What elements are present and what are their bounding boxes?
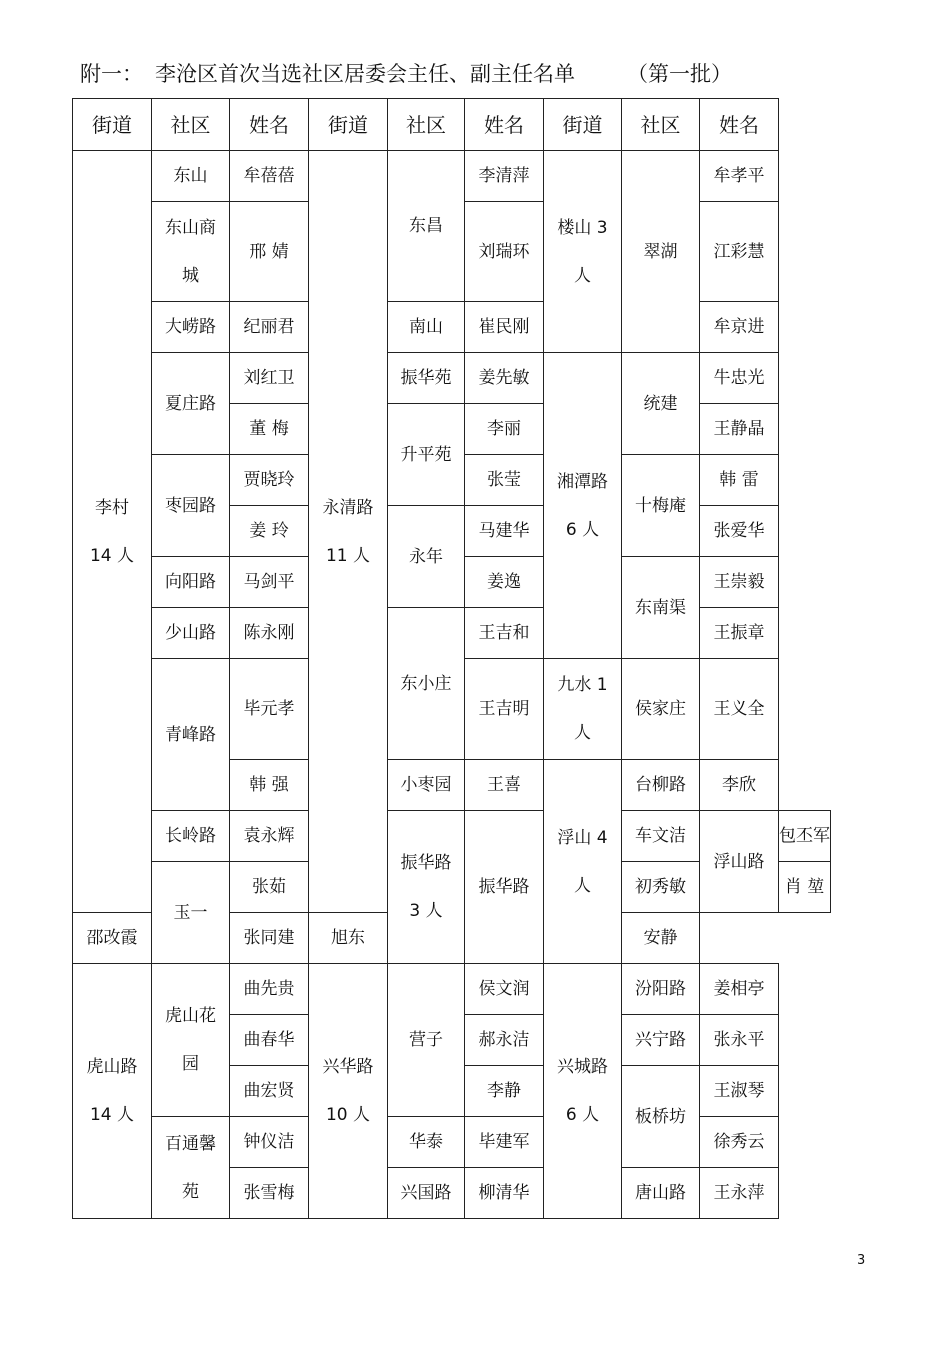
community-cell: 振华路 xyxy=(465,811,544,964)
community-cell: 侯家庄 xyxy=(622,659,700,760)
street-cell: 兴华路 10 人 xyxy=(309,964,388,1219)
community-cell: 振华苑 xyxy=(388,353,465,404)
community-cell: 虎山花 园 xyxy=(152,964,230,1117)
header-cell: 社区 xyxy=(152,99,230,151)
name-cell: 姜 玲 xyxy=(230,506,309,557)
community-cell: 东南渠 xyxy=(622,557,700,659)
name-cell: 李丽 xyxy=(465,404,544,455)
page-number: 3 xyxy=(857,1253,866,1268)
header-cell: 姓名 xyxy=(465,99,544,151)
community-cell: 营子 xyxy=(388,964,465,1117)
name-cell: 包丕军 xyxy=(779,811,831,862)
name-cell: 王义全 xyxy=(700,659,779,760)
name-cell: 安静 xyxy=(622,913,700,964)
community-cell: 汾阳路 xyxy=(622,964,700,1015)
name-cell: 韩 强 xyxy=(230,760,309,811)
name-cell: 张永平 xyxy=(700,1015,779,1066)
community-cell: 永年 xyxy=(388,506,465,608)
street-cell: 振华路 3 人 xyxy=(388,811,465,964)
name-cell: 贾晓玲 xyxy=(230,455,309,506)
header-cell: 姓名 xyxy=(230,99,309,151)
name-cell: 郝永洁 xyxy=(465,1015,544,1066)
name-cell: 邢 婧 xyxy=(230,202,309,302)
community-cell: 兴宁路 xyxy=(622,1015,700,1066)
name-cell: 江彩慧 xyxy=(700,202,779,302)
community-cell: 十梅庵 xyxy=(622,455,700,557)
community-cell: 小枣园 xyxy=(388,760,465,811)
name-cell: 曲先贵 xyxy=(230,964,309,1015)
community-cell: 大崂路 xyxy=(152,302,230,353)
name-cell: 董 梅 xyxy=(230,404,309,455)
name-cell: 崔民刚 xyxy=(465,302,544,353)
name-cell: 钟仪洁 xyxy=(230,1117,309,1168)
name-cell: 刘红卫 xyxy=(230,353,309,404)
name-cell: 曲春华 xyxy=(230,1015,309,1066)
community-cell: 南山 xyxy=(388,302,465,353)
street-cell: 楼山 3 人 xyxy=(544,151,622,353)
name-cell: 曲宏贤 xyxy=(230,1066,309,1117)
community-cell: 台柳路 xyxy=(622,760,700,811)
header-row xyxy=(73,99,831,151)
name-cell: 李清萍 xyxy=(465,151,544,202)
name-cell: 侯文润 xyxy=(465,964,544,1015)
community-cell: 青峰路 xyxy=(152,659,230,811)
name-cell: 车文洁 xyxy=(622,811,700,862)
community-cell: 少山路 xyxy=(152,608,230,659)
community-cell: 统建 xyxy=(622,353,700,455)
street-cell: 永清路 11 人 xyxy=(309,151,388,913)
community-cell: 东山 xyxy=(152,151,230,202)
name-cell: 王崇毅 xyxy=(700,557,779,608)
name-cell: 纪丽君 xyxy=(230,302,309,353)
name-cell: 徐秀云 xyxy=(700,1117,779,1168)
name-cell: 刘瑞环 xyxy=(465,202,544,302)
name-cell: 王吉明 xyxy=(465,659,544,760)
name-cell: 肖 堃 xyxy=(779,862,831,913)
name-cell: 张雪梅 xyxy=(230,1168,309,1219)
community-cell: 兴国路 xyxy=(388,1168,465,1219)
name-cell: 马建华 xyxy=(465,506,544,557)
community-cell: 长岭路 xyxy=(152,811,230,862)
name-cell: 王永萍 xyxy=(700,1168,779,1219)
header-cell: 街道 xyxy=(544,99,622,151)
name-cell: 牟蓓蓓 xyxy=(230,151,309,202)
community-cell: 唐山路 xyxy=(622,1168,700,1219)
header-cell: 姓名 xyxy=(700,99,779,151)
name-cell: 陈永刚 xyxy=(230,608,309,659)
name-cell: 姜相亭 xyxy=(700,964,779,1015)
name-cell: 牛忠光 xyxy=(700,353,779,404)
street-cell: 虎山路 14 人 xyxy=(73,964,152,1219)
name-cell: 张同建 xyxy=(230,913,309,964)
street-cell: 李村 14 人 xyxy=(73,151,152,913)
name-cell: 张爱华 xyxy=(700,506,779,557)
street-cell: 九水 1 人 xyxy=(544,659,622,760)
community-cell: 向阳路 xyxy=(152,557,230,608)
name-cell: 王振章 xyxy=(700,608,779,659)
name-cell: 牟孝平 xyxy=(700,151,779,202)
document-title xyxy=(80,58,732,88)
community-cell: 东小庄 xyxy=(388,608,465,760)
street-cell: 兴城路 6 人 xyxy=(544,964,622,1219)
header-cell: 街道 xyxy=(73,99,152,151)
header-cell: 街道 xyxy=(309,99,388,151)
roster-table xyxy=(72,98,831,1219)
name-cell: 王淑琴 xyxy=(700,1066,779,1117)
name-cell: 柳清华 xyxy=(465,1168,544,1219)
title-main: 李沧区首次当选社区居委会主任、副主任名单 xyxy=(155,62,575,86)
name-cell: 韩 雷 xyxy=(700,455,779,506)
community-cell: 旭东 xyxy=(309,913,388,964)
name-cell: 姜先敏 xyxy=(465,353,544,404)
community-cell: 升平苑 xyxy=(388,404,465,506)
community-cell: 东昌 xyxy=(388,151,465,302)
name-cell: 袁永辉 xyxy=(230,811,309,862)
name-cell: 张莹 xyxy=(465,455,544,506)
community-cell: 翠湖 xyxy=(622,151,700,353)
community-cell: 板桥坊 xyxy=(622,1066,700,1168)
community-cell: 华泰 xyxy=(388,1117,465,1168)
name-cell: 马剑平 xyxy=(230,557,309,608)
title-batch: （第一批） xyxy=(627,62,732,86)
name-cell: 张茹 xyxy=(230,862,309,913)
name-cell: 王吉和 xyxy=(465,608,544,659)
name-cell: 王喜 xyxy=(465,760,544,811)
community-cell: 浮山路 xyxy=(700,811,779,913)
name-cell: 毕元孝 xyxy=(230,659,309,760)
community-cell: 玉一 xyxy=(152,862,230,964)
community-cell: 东山商 城 xyxy=(152,202,230,302)
name-cell: 李静 xyxy=(465,1066,544,1117)
header-cell: 社区 xyxy=(388,99,465,151)
name-cell: 牟京进 xyxy=(700,302,779,353)
community-cell: 夏庄路 xyxy=(152,353,230,455)
street-cell: 湘潭路 6 人 xyxy=(544,353,622,659)
name-cell: 毕建军 xyxy=(465,1117,544,1168)
name-cell: 初秀敏 xyxy=(622,862,700,913)
name-cell: 王静晶 xyxy=(700,404,779,455)
name-cell: 姜逸 xyxy=(465,557,544,608)
street-cell: 浮山 4 人 xyxy=(544,760,622,964)
name-cell: 李欣 xyxy=(700,760,779,811)
header-cell: 社区 xyxy=(622,99,700,151)
name-cell: 邵改霞 xyxy=(73,913,152,964)
title-prefix: 附一： xyxy=(80,62,143,86)
community-cell: 枣园路 xyxy=(152,455,230,557)
community-cell: 百通馨 苑 xyxy=(152,1117,230,1219)
